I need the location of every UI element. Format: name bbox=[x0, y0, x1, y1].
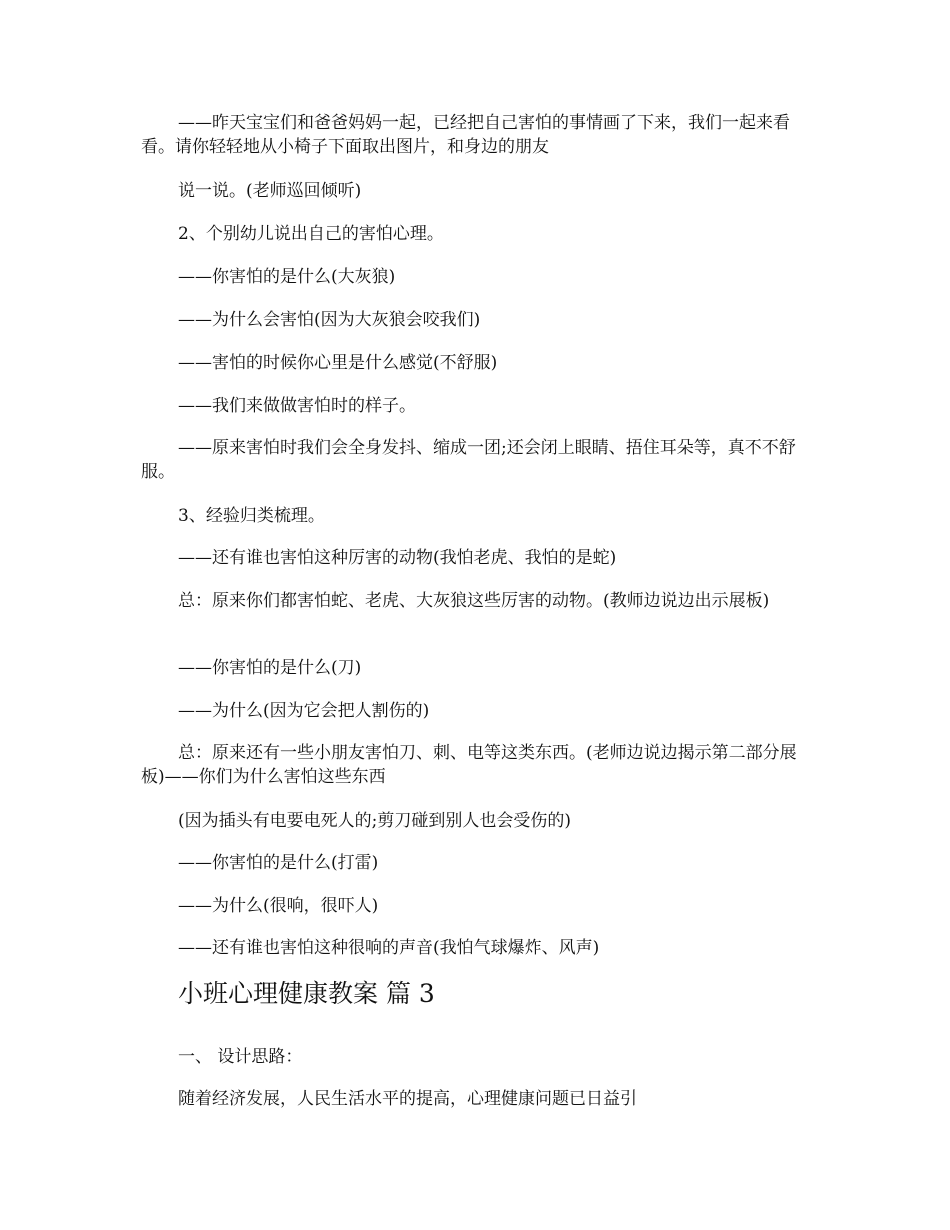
section-heading: 小班心理健康教案 篇 3 bbox=[178, 979, 435, 1008]
paragraph-11: 总：原来你们都害怕蛇、老虎、大灰狼这些厉害的动物。(教师边说边出示展板) bbox=[178, 591, 770, 611]
paragraph-14: 总：原来还有一些小朋友害怕刀、刺、电等这类东西。(老师边说边揭示第二部分展板)——你们为什么害怕这些东西 bbox=[141, 743, 797, 787]
paragraph-18: ——还有谁也害怕这种很响的声音(我怕气球爆炸、风声) bbox=[178, 938, 600, 958]
paragraph-13: ——为什么(因为它会把人割伤的) bbox=[178, 701, 430, 721]
paragraph-4: ——你害怕的是什么(大灰狼) bbox=[178, 267, 396, 287]
paragraph-12: ——你害怕的是什么(刀) bbox=[178, 658, 362, 678]
paragraph-6: ——害怕的时候你心里是什么感觉(不舒服) bbox=[178, 353, 498, 373]
paragraph-5: ——为什么会害怕(因为大灰狼会咬我们) bbox=[178, 310, 481, 330]
paragraph-17: ——为什么(很响，很吓人) bbox=[178, 896, 379, 916]
paragraph-9: 3、经验归类梳理。 bbox=[178, 506, 325, 526]
paragraph-10: ——还有谁也害怕这种厉害的动物(我怕老虎、我怕的是蛇) bbox=[178, 548, 617, 568]
paragraph-design-idea: 随着经济发展，人民生活水平的提高，心理健康问题已日益引 bbox=[178, 1089, 637, 1109]
paragraph-7: ——我们来做做害怕时的样子。 bbox=[178, 396, 416, 416]
paragraph-8: ——原来害怕时我们会全身发抖、缩成一团;还会闭上眼睛、捂住耳朵等，真不不舒服。 bbox=[141, 438, 796, 482]
design-idea-title: 一、 设计思路： bbox=[178, 1047, 303, 1067]
paragraph-3: 2、个别幼儿说出自己的害怕心理。 bbox=[178, 224, 444, 244]
paragraph-2: 说一说。(老师巡回倾听) bbox=[178, 181, 362, 201]
paragraph-1: ——昨天宝宝们和爸爸妈妈一起，已经把自己害怕的事情画了下来，我们一起来看看。请你轻轻地从小椅子下面取出图片，和身边的朋友 bbox=[141, 113, 790, 157]
paragraph-16: ——你害怕的是什么(打雷) bbox=[178, 853, 379, 873]
paragraph-15: (因为插头有电要电死人的;剪刀碰到别人也会受伤的) bbox=[178, 811, 571, 831]
